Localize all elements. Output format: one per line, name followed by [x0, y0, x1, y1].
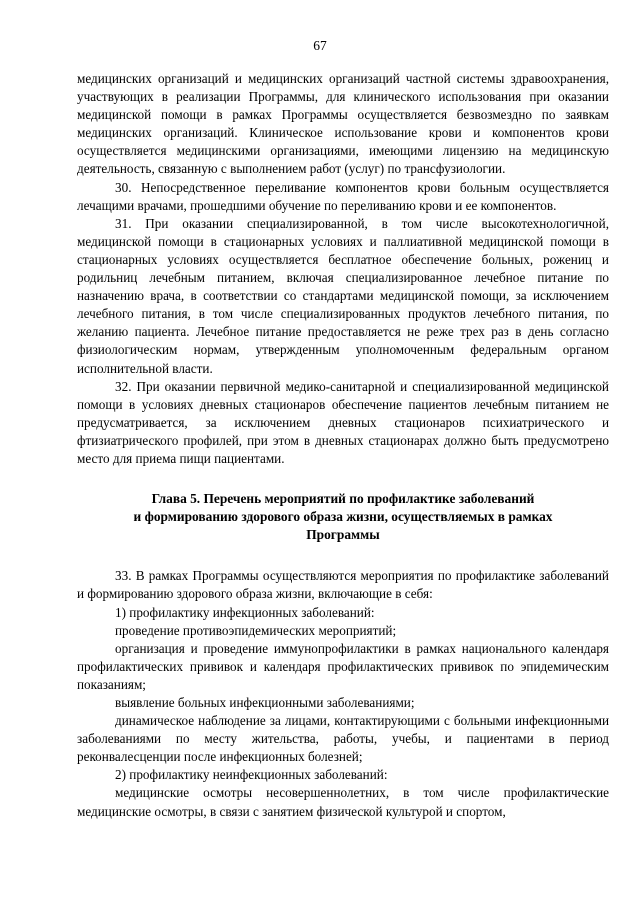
paragraph-30: 30. Непосредственное переливание компонентов крови больным осуществляется лечащими врачами, прошедшими обучение по переливанию крови и ее компонентов.: [77, 179, 609, 213]
page-number: 67: [313, 38, 327, 53]
chapter-heading-line: Глава 5. Перечень мероприятий по профилактике заболеваний: [151, 491, 535, 507]
paragraph-33: 33. В рамках Программы осуществляются мероприятия по профилактике заболеваний и формированию здорового образа жизни, включающие в себя:: [77, 568, 609, 602]
list-item: динамическое наблюдение за лицами, контактирующими с больными инфекционными заболеваниями по месту жительства, работы, учебы, и пациентами в период реконвалесценции после инфекционных болезней;: [77, 713, 609, 765]
chapter-heading: [77, 490, 609, 544]
paragraph-continuation: медицинских организаций и медицинских организаций частной системы здравоохранения, участвующих в реализации Программы, для клинического использования при оказании медицинской помощи в рамках Программы осуществляется безвозмездно по заявкам медицинских организаций. Клиническое использование крови и компонентов крови осуществляется медицинскими организациями, имеющими лицензию на медицинскую деятельность, связанную с выполнением работ (услуг) по трансфузиологии.: [77, 71, 609, 177]
list-item: 2) профилактику неинфекционных заболеваний:: [115, 767, 388, 783]
list-item: организация и проведение иммунопрофилактики в рамках национального календаря профилактических прививок и календаря профилактических прививок по эпидемическим показаниям;: [77, 640, 609, 692]
paragraph-31: 31. При оказании специализированной, в том числе высокотехнологичной, медицинской помощи в стационарных условиях и паллиативной медицинской помощи в стационарных условиях осуществляется бесплатное обеспечение больных, рожениц и родильниц лечебным питанием, включая специализированное лечебное питание по назначению врача, в соответствии со стандартами медицинской помощи, за исключением лечебного питания, в том числе специализированных продуктов лечебного питания, по желанию пациента. Лечебное питание предоставляется не реже трех раз в день согласно физиологическим нормам, утвержденным уполномоченным федеральным органом исполнительной власти.: [77, 215, 609, 376]
list-item: выявление больных инфекционными заболеваниями;: [115, 695, 415, 710]
paragraph-32: 32. При оказании первичной медико-санитарной и специализированной медицинской помощи в условиях дневных стационаров обеспечение пациентов лечебным питанием не предусматривается, за исключением дневных стационаров психиатрического и фтизиатрического профилей, при этом в дневных стационарах должно быть предусмотрено место для приема пищи пациентами.: [77, 378, 609, 466]
list-item: проведение противоэпидемических мероприятий;: [115, 622, 397, 638]
chapter-heading-line: и формированию здорового образа жизни, осуществляемых в рамках: [133, 509, 553, 525]
document-body: [77, 70, 609, 821]
chapter-heading-line: Программы: [306, 527, 380, 543]
list-item: 1) профилактику инфекционных заболеваний:: [115, 604, 375, 620]
list-item: медицинские осмотры несовершеннолетних, в том числе профилактические медицинские осмотры, в связи с занятием физической культурой и спортом,: [77, 785, 609, 819]
